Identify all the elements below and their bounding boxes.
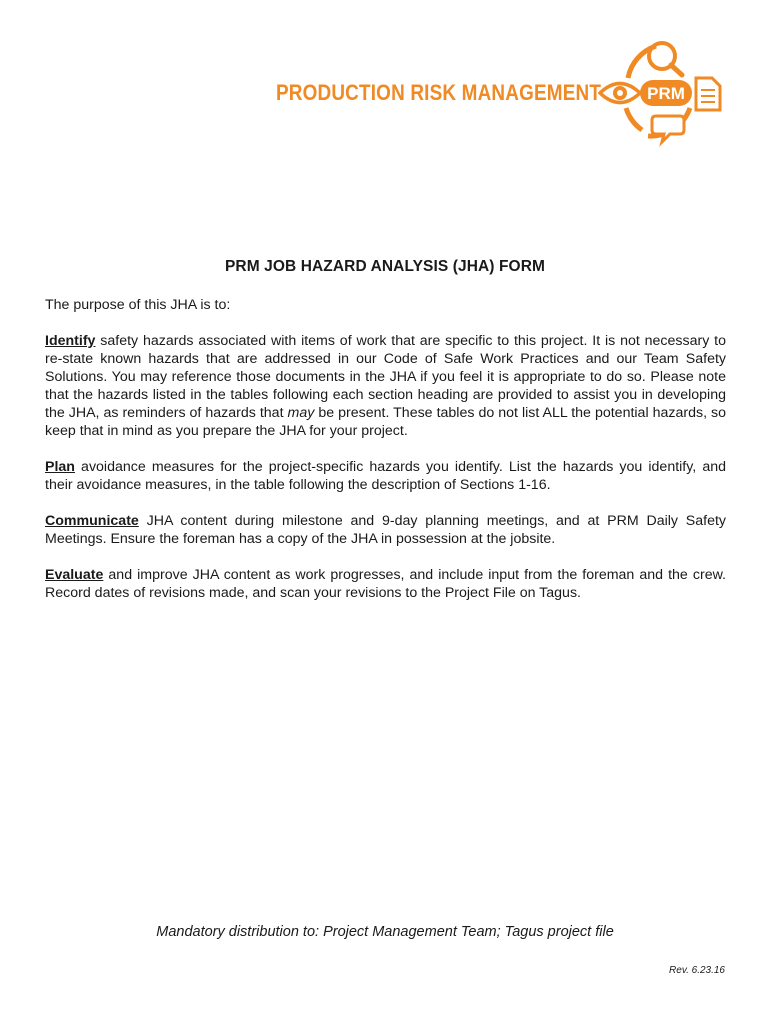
section-keyword: Communicate — [45, 513, 139, 529]
distribution-note: Mandatory distribution to: Project Management Team; Tagus project file — [156, 924, 614, 940]
section-keyword: Evaluate — [45, 567, 104, 583]
section-text: avoidance measures for the project-specific hazards you identify. List the hazards you identify, and their avoidance measures, in the table following the description of Sections 1-16. — [45, 459, 726, 493]
section-evaluate — [45, 566, 726, 602]
emphasis-text: may — [287, 405, 315, 421]
prm-logo-icon — [598, 38, 723, 148]
logo-wordmark: PRM — [647, 84, 685, 103]
intro-text: The purpose of this JHA is to: — [45, 297, 231, 313]
section-plan — [45, 458, 726, 494]
section-text: and improve JHA content as work progresses, and include input from the foreman and the crew. Record dates of revisions made, and scan your revisions to the Project File on Tagus. — [45, 567, 726, 601]
document-body — [45, 296, 726, 620]
section-identify — [45, 332, 726, 440]
section-text: be present. These tables do not list ALL the potential hazards, so keep that in mind as you prepare the JHA for your project. — [45, 405, 727, 439]
section-keyword: Identify — [45, 333, 96, 349]
brand-name: PRODUCTION RISK MANAGEMENT — [276, 80, 602, 105]
section-communicate — [45, 512, 726, 548]
section-keyword: Plan — [45, 459, 75, 475]
page-title: PRM JOB HAZARD ANALYSIS (JHA) FORM — [224, 258, 545, 275]
section-text: safety hazards associated with items of work that are specific to this project. It is not necessary to re-state known hazards that are addressed in our Code of Safe Work Practices and our Team Safety Solutions. You may reference those documents in the JHA if you feel it is appropriate to do so. Please note that the hazards listed in the tables following each section heading are provided to assist you in developing the JHA, as reminders of hazards that — [45, 333, 726, 421]
section-text: JHA content during milestone and 9-day planning meetings, and at PRM Daily Safety Meetings. Ensure the foreman has a copy of the JHA in possession at the jobsite. — [45, 513, 726, 547]
revision-label: Rev. 6.23.16 — [669, 965, 725, 976]
